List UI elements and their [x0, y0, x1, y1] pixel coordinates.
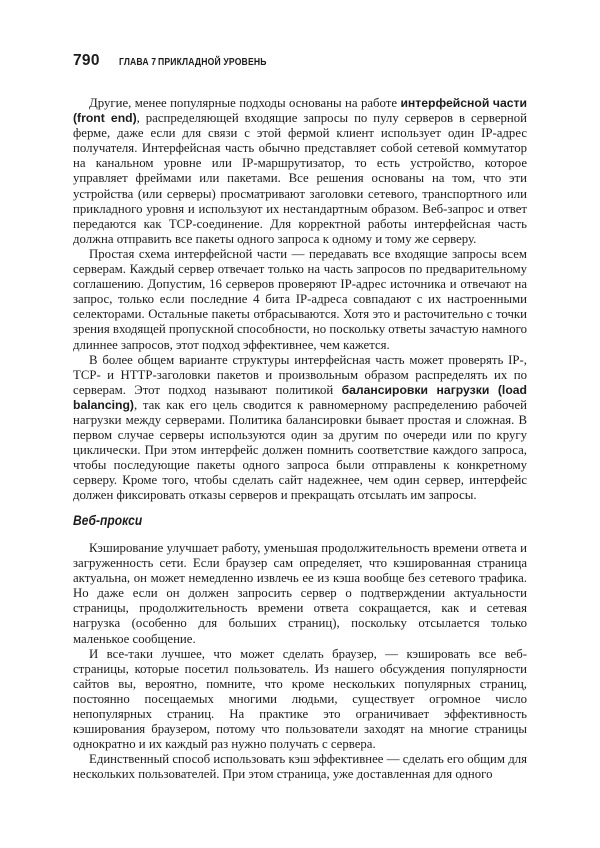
paragraph-text: Другие, менее популярные подходы основаны на работе — [89, 96, 401, 110]
paragraph-text: , так как его цель сводится к равномерному распределению рабочей нагрузки между серверами. Политика балансировки бывает простая и сложная. В первом случае серверы используются один за другим по очереди или по кругу циклически. При этом интерфейс должен помнить соответствие каждого запроса, чтобы последующие пакеты одного запроса были отправлены к конкретному серверу. Кроме того, чтобы сделать сайт надежнее, чем один сервер, интерфейс должен фиксировать отказы серверов и прекращать отсылать им запросы. — [73, 397, 527, 503]
chapter-title: ПРИКЛАДНОЙ УРОВЕНЬ — [158, 56, 267, 68]
section-body-text — [73, 541, 527, 783]
term-load-balancing: балансировки нагрузки (load balancing) — [73, 382, 527, 412]
body-text — [73, 96, 527, 504]
paragraph-browser-cache: И все-таки лучшее, что может сделать браузер, — кэшировать все веб-страницы, которые посетил пользователь. Из нашего обсуждения популярности сайтов вы, вероятно, помните, что кроме нескольких популярных страниц, постоянно посещаемых многими людьми, существует огромное число непопулярных страниц. На практике это ограничивает эффективность кэширования браузером, потому что пользователи заходят на многие страницы однократно и их каждый раз нужно получать с сервера. — [73, 646, 527, 752]
running-header — [73, 52, 291, 70]
paragraph-simple-scheme: Простая схема интерфейсной части — передавать все входящие запросы всем серверам. Каждый сервер отвечает только на часть запросов по предварительному соглашению. Допустим, 16 серверов проверяют IP-адрес источника и отвечают на запрос, только если последние 4 бита IP-адреса совпадают с их настроенными селекторами. Остальные пакеты отбрасываются. Хотя это и расточительно с точки зрения входящей пропускной способности, но поскольку ответы зачастую намного длиннее запросов, этот подход эффективнее, чем кажется. — [73, 246, 527, 352]
paragraph-front-end — [73, 96, 527, 247]
paragraph-text: В более общем варианте структуры интерфейсная часть может проверять IP-, TCP- и HTTP-заголовки пакетов и произвольным образом распределять их по серверам. Этот подход называют политикой — [73, 352, 527, 397]
paragraph-shared-cache: Единственный способ использовать кэш эффективнее — сделать его общим для нескольких пользователей. При этом страница, уже доставленная для одного — [73, 752, 527, 782]
term-front-end: интерфейсной части (front end) — [73, 96, 527, 126]
paragraph-caching: Кэширование улучшает работу, уменьшая продолжительность времени ответа и загруженность сети. Если браузер сам определяет, что кэшированная страница актуальна, он может немедленно извлечь ее из кэша вообще без сетевого трафика. Но даже если он должен запросить сервер о подтверждении актуальности страницы, продолжительность времени ответа сокращается, как и сетевая нагрузка (особенно для больших страниц), поскольку отсылается только маленькое сообщение. — [73, 541, 527, 646]
chapter-label: ГЛАВА 7 — [118, 56, 157, 68]
section-heading: Веб-прокси — [73, 512, 143, 528]
page-number: 790 — [73, 52, 100, 69]
paragraph-text: , распределяющей входящие запросы по пулу серверов в серверной ферме, даже если для связи с этой фермой клиент использует один IP-адрес получателя. Интерфейсная часть обычно представляет собой сетевой коммутатор на канальном уровне или IP-маршрутизатор, то есть устройство, которое управляет фреймами или пакетами. Все решения основаны на том, что эти устройства (или серверы) просматривают заголовки сетевого, транспортного или прикладного уровня и используют их нестандартным образом. Веб-запрос и ответ передаются как TCP-соединение. Для корректной работы интерфейсная часть должна отправить все пакеты одного запроса к одному и тому же серверу. — [73, 111, 528, 246]
paragraph-load-balancing — [73, 353, 527, 504]
